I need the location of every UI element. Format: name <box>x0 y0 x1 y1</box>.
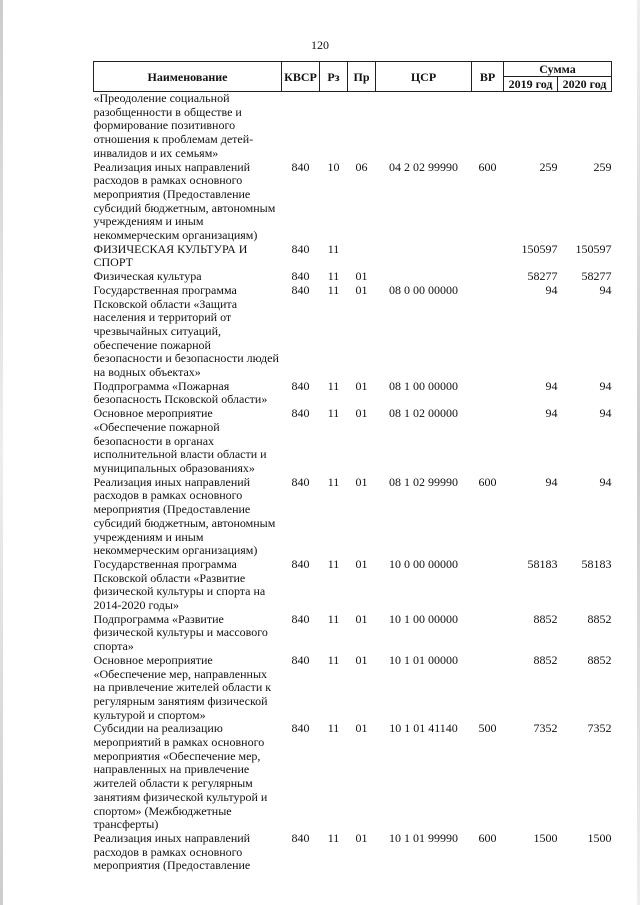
cell-pr: 01 <box>355 282 368 297</box>
cell-2019: 94 <box>545 378 558 393</box>
cell-csr: 04 2 02 99990 <box>389 159 458 174</box>
cell-name: «Преодоление социальной разобщенности в обществе и формирование позитивного отношения к проблемам детей-инвалидов и их семьям» <box>93 91 254 160</box>
cell-kvsr: 840 <box>291 378 310 393</box>
cell-vr <box>472 613 504 654</box>
cell-kvsr: 840 <box>291 611 310 626</box>
cell-2019: 8852 <box>533 652 558 667</box>
table-row <box>94 161 612 243</box>
cell-2019: 259 <box>539 159 558 174</box>
cell-rz: 10 <box>327 159 340 174</box>
cell-name: Физическая культура <box>93 269 202 284</box>
cell-pr: 01 <box>355 652 368 667</box>
cell-name: ФИЗИЧЕСКАЯ КУЛЬТУРА И СПОРТ <box>93 241 248 270</box>
cell-pr: 01 <box>355 474 368 489</box>
cell-kvsr: 840 <box>291 269 310 284</box>
cell-rz <box>320 92 348 161</box>
cell-2019: 8852 <box>533 611 558 626</box>
cell-2019: 7352 <box>533 721 558 736</box>
cell-2020: 94 <box>599 474 612 489</box>
header-pr: Пр <box>348 62 376 92</box>
header-vr: ВР <box>472 62 504 92</box>
cell-2019 <box>504 92 558 161</box>
cell-rz: 11 <box>327 406 340 421</box>
cell-csr: 08 1 00 00000 <box>389 378 458 393</box>
table-row <box>94 284 612 380</box>
cell-kvsr: 840 <box>291 282 310 297</box>
cell-csr: 10 1 00 00000 <box>389 611 458 626</box>
cell-vr: 600 <box>478 474 497 489</box>
cell-2019: 58183 <box>527 556 558 571</box>
cell-rz: 11 <box>327 611 340 626</box>
table-row <box>94 270 612 284</box>
cell-kvsr: 840 <box>291 406 310 421</box>
cell-pr <box>348 243 376 270</box>
table-row <box>94 613 612 654</box>
cell-name: Реализация иных направлений расходов в рамках основного мероприятия (Предоставление <box>93 830 251 873</box>
cell-rz: 11 <box>327 830 340 845</box>
table-row <box>94 832 612 873</box>
cell-2020: 58277 <box>581 269 612 284</box>
cell-vr: 500 <box>478 721 497 736</box>
cell-rz: 11 <box>327 556 340 571</box>
cell-pr: 01 <box>355 269 368 284</box>
cell-2020: 8852 <box>587 611 612 626</box>
header-2020: 2020 год <box>558 77 612 92</box>
cell-2020: 94 <box>599 378 612 393</box>
cell-name: Реализация иных направлений расходов в рамках основного мероприятия (Предоставление субсидий бюджетным, автономным учреждениям и иным некоммерческим организациям) <box>93 474 276 558</box>
cell-kvsr: 840 <box>291 556 310 571</box>
cell-name: Основное мероприятие «Обеспечение мер, направленных на привлечение жителей области к регулярным занятиям физической культурой и спортом» <box>93 652 272 722</box>
table-row <box>94 476 612 558</box>
cell-name: Субсидии на реализацию мероприятий в рамках основного мероприятия «Обеспечение мер, направленных на привлечение жителей области к регулярным занятиям физической культурой и спортом» (Межбюджетные трансферты) <box>93 721 268 832</box>
cell-pr: 01 <box>355 830 368 845</box>
cell-pr: 01 <box>355 611 368 626</box>
cell-vr <box>472 407 504 476</box>
header-name: Наименование <box>94 62 282 92</box>
cell-pr: 06 <box>355 159 368 174</box>
cell-kvsr: 840 <box>291 830 310 845</box>
header-csr: ЦСР <box>376 62 472 92</box>
cell-rz: 11 <box>327 652 340 667</box>
table-body <box>94 92 612 874</box>
cell-kvsr: 840 <box>291 652 310 667</box>
cell-vr <box>472 284 504 380</box>
cell-rz: 11 <box>327 269 340 284</box>
cell-rz: 11 <box>327 721 340 736</box>
cell-csr: 10 0 00 00000 <box>389 556 458 571</box>
cell-kvsr: 840 <box>291 721 310 736</box>
cell-vr <box>472 380 504 407</box>
table-row <box>94 558 612 613</box>
table-row <box>94 380 612 407</box>
cell-rz: 11 <box>327 378 340 393</box>
cell-csr <box>376 270 472 284</box>
cell-2020: 8852 <box>587 652 612 667</box>
cell-rz: 11 <box>327 282 340 297</box>
cell-vr <box>472 243 504 270</box>
cell-name: Государственная программа Псковской области «Развитие физической культуры и спорта на 2014-2020 годы» <box>93 556 266 613</box>
cell-vr <box>472 270 504 284</box>
cell-csr <box>376 243 472 270</box>
header-2019: 2019 год <box>504 77 558 92</box>
budget-table <box>93 61 612 873</box>
cell-pr: 01 <box>355 721 368 736</box>
cell-vr <box>472 92 504 161</box>
header-kvsr: КВСР <box>282 62 320 92</box>
cell-name: Подпрограмма «Пожарная безопасность Псковской области» <box>93 378 268 407</box>
cell-kvsr: 840 <box>291 241 310 256</box>
cell-vr: 600 <box>478 159 497 174</box>
cell-kvsr: 840 <box>291 159 310 174</box>
cell-2020 <box>558 92 612 161</box>
cell-vr <box>472 654 504 723</box>
cell-rz: 11 <box>327 474 340 489</box>
cell-name: Основное мероприятие «Обеспечение пожарной безопасности в органах исполнительной власти области и муниципальных образованиях» <box>93 406 267 475</box>
cell-vr: 600 <box>478 830 497 845</box>
table-row <box>94 722 612 832</box>
header-rz: Рз <box>320 62 348 92</box>
cell-2020: 1500 <box>587 830 612 845</box>
cell-pr: 01 <box>355 556 368 571</box>
table-row <box>94 407 612 476</box>
cell-2019: 1500 <box>533 830 558 845</box>
cell-kvsr: 840 <box>291 474 310 489</box>
cell-kvsr <box>282 92 320 161</box>
cell-2019: 94 <box>545 406 558 421</box>
page-number: 120 <box>311 38 329 52</box>
cell-rz: 11 <box>327 241 340 256</box>
cell-csr <box>376 92 472 161</box>
cell-2020: 150597 <box>575 241 612 256</box>
cell-csr: 10 1 01 99990 <box>389 830 458 845</box>
cell-csr: 10 1 01 00000 <box>389 652 458 667</box>
cell-2020: 7352 <box>587 721 612 736</box>
table-row <box>94 654 612 723</box>
cell-2020: 94 <box>599 406 612 421</box>
cell-2019: 150597 <box>521 241 558 256</box>
cell-pr: 01 <box>355 406 368 421</box>
cell-csr: 08 1 02 00000 <box>389 406 458 421</box>
cell-2019: 94 <box>545 474 558 489</box>
header-sum: Сумма <box>504 62 612 77</box>
cell-pr <box>348 92 376 161</box>
cell-2020: 259 <box>593 159 612 174</box>
cell-2020: 58183 <box>581 556 612 571</box>
cell-2019: 94 <box>545 282 558 297</box>
cell-csr: 08 0 00 00000 <box>389 282 458 297</box>
cell-pr: 01 <box>355 378 368 393</box>
cell-csr: 08 1 02 99990 <box>389 474 458 489</box>
table-row <box>94 92 612 161</box>
left-scan-edge <box>0 0 3 905</box>
cell-2020: 94 <box>599 282 612 297</box>
cell-name: Государственная программа Псковской области «Защита населения и территорий от чрезвычайных ситуаций, обеспечение пожарной безопасности и безопасности людей на водных объектах» <box>93 282 279 380</box>
cell-name: Подпрограмма «Развитие физической культуры и массового спорта» <box>93 611 268 654</box>
cell-csr: 10 1 01 41140 <box>389 721 458 736</box>
cell-vr <box>472 558 504 613</box>
table-row <box>94 243 612 270</box>
cell-2019: 58277 <box>527 269 558 284</box>
cell-name: Реализация иных направлений расходов в рамках основного мероприятия (Предоставление субсидий бюджетным, автономным учреждениям и иным некоммерческим организациям) <box>93 159 276 243</box>
